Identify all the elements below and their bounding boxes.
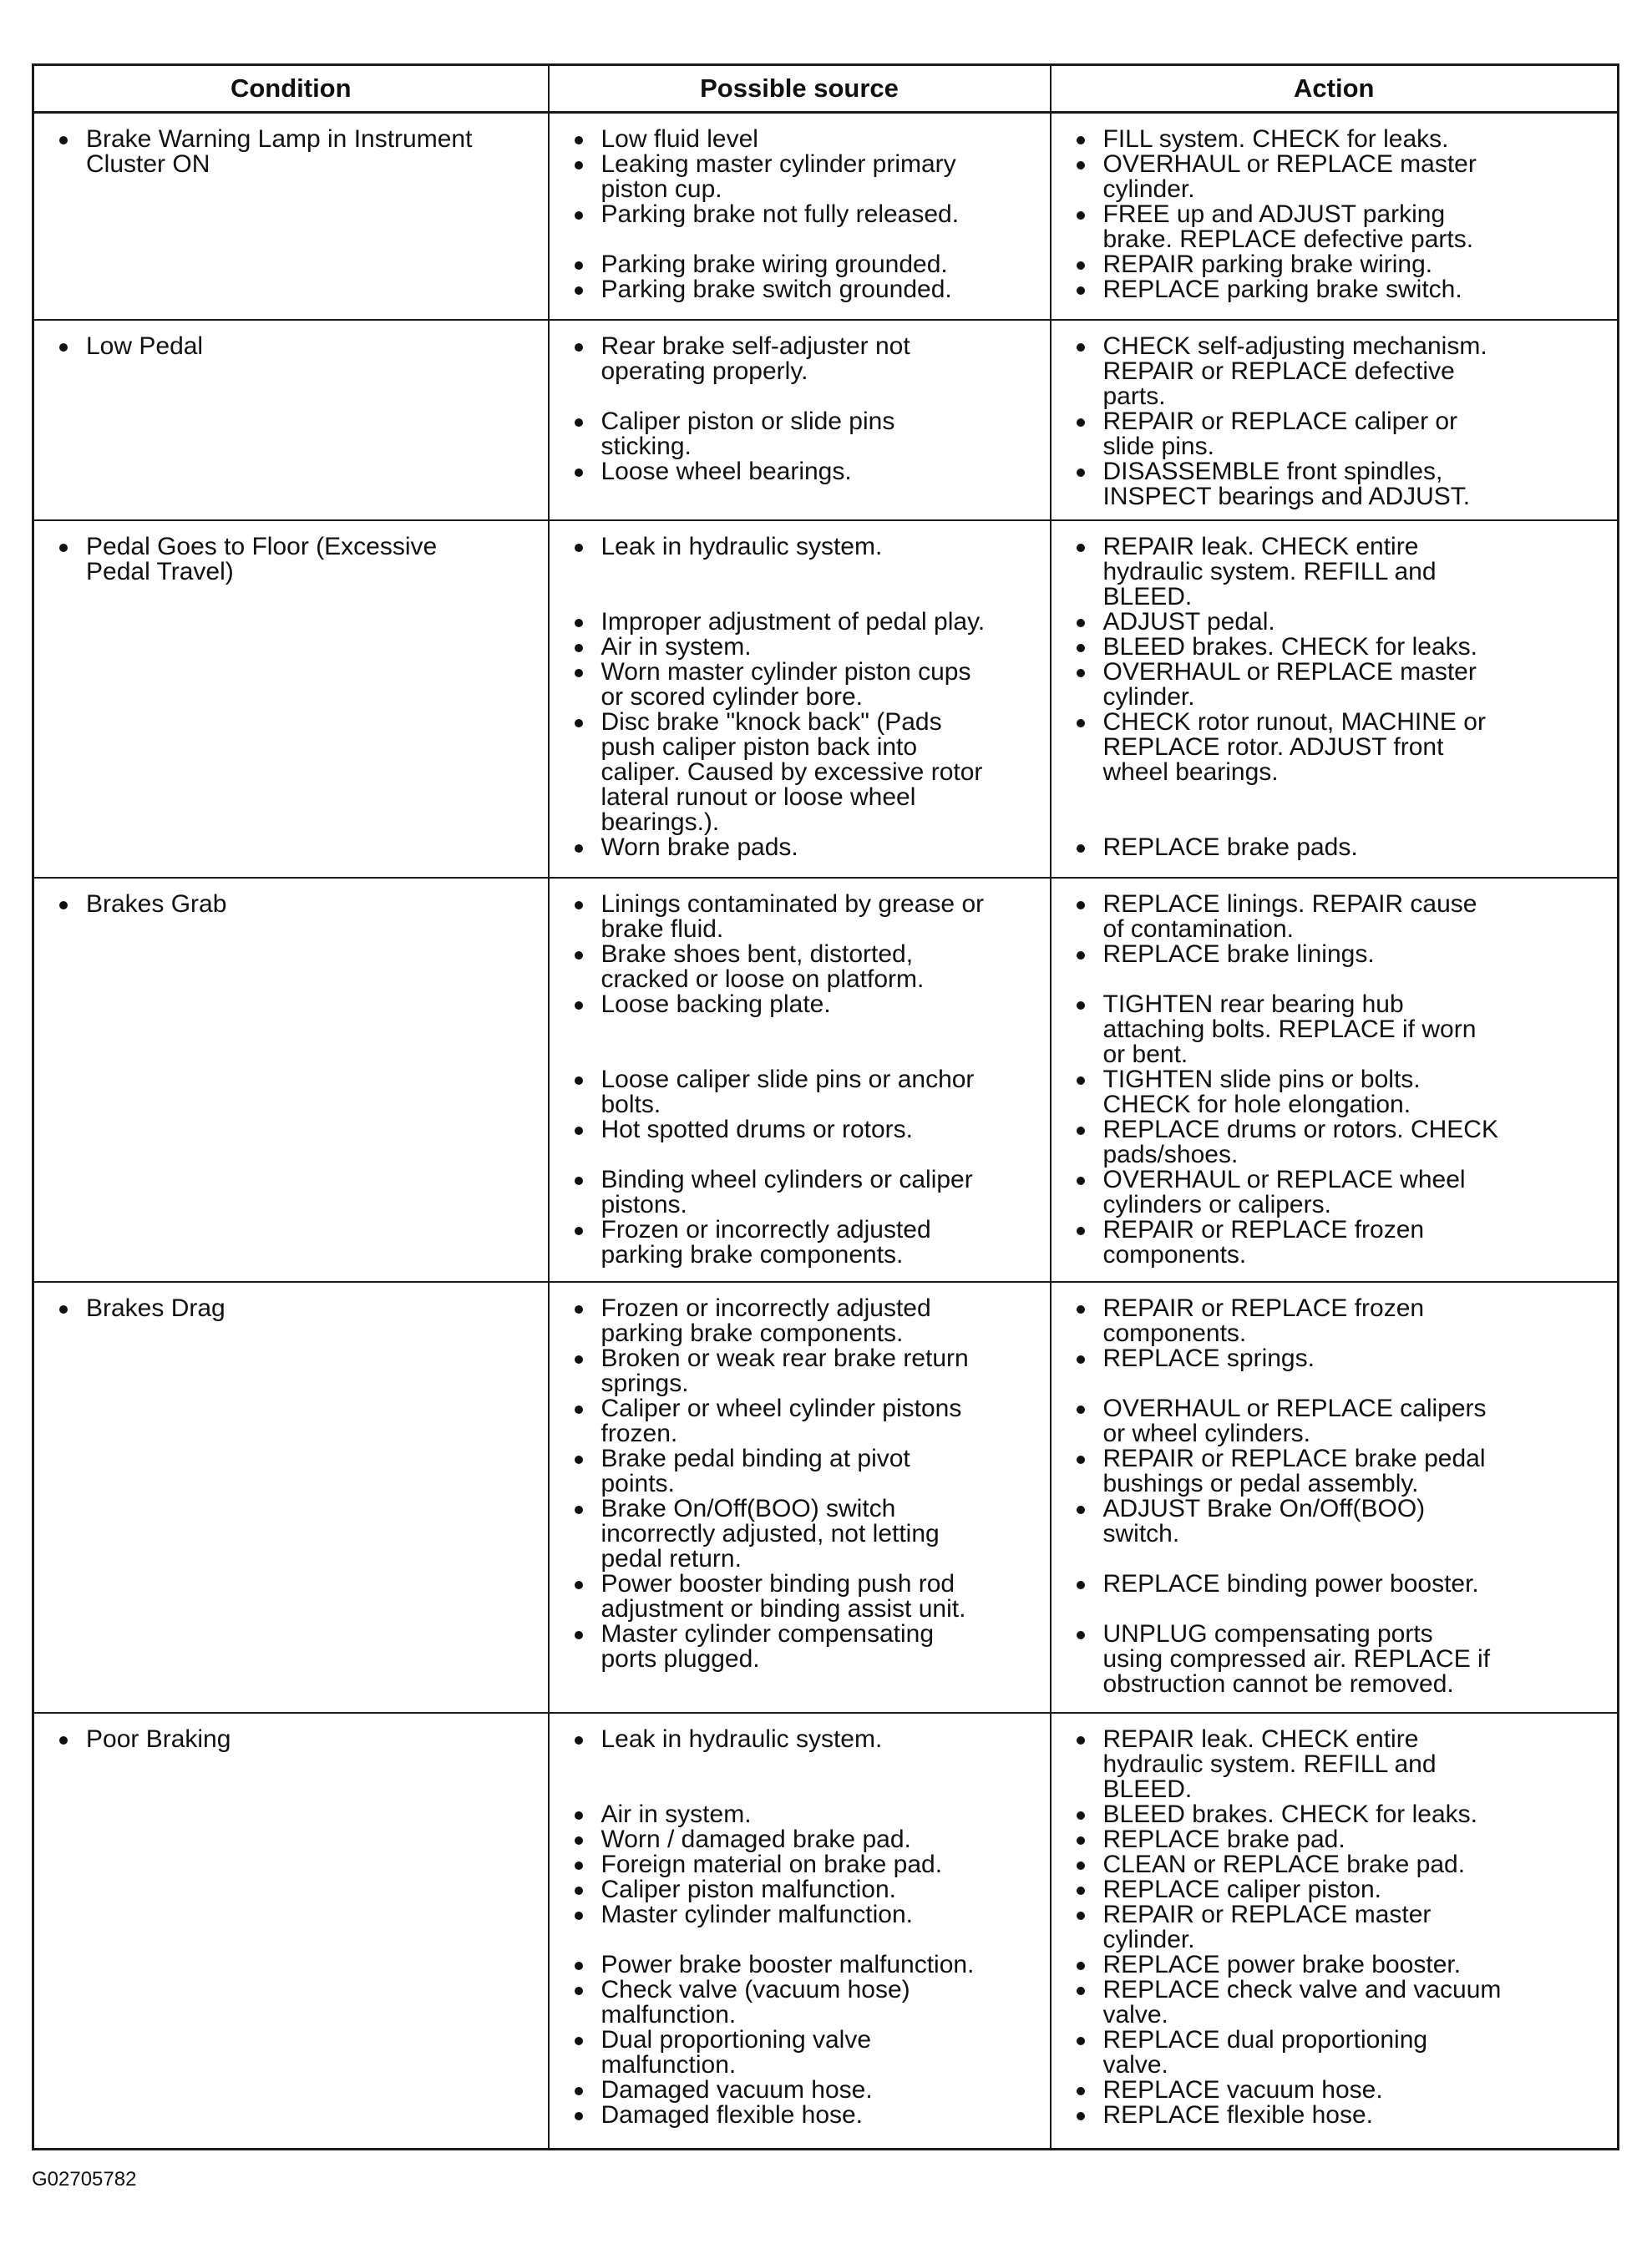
- condition-cell: [33, 113, 549, 320]
- source-item: Binding wheel cylinders or caliper pistons.: [568, 1168, 1041, 1218]
- column-header-possible-source: Possible source: [549, 65, 1051, 113]
- source-item: Leak in hydraulic system.: [568, 534, 1041, 560]
- source-item: Air in system.: [568, 1802, 1041, 1827]
- action-item: REPAIR leak. CHECK entire hydraulic system. REFILL and BLEED.: [1070, 534, 1609, 610]
- source-item: Caliper piston malfunction.: [568, 1877, 1041, 1902]
- condition-cell: [33, 520, 549, 878]
- action-item: REPLACE flexible hose.: [1070, 2103, 1609, 2128]
- action-item: ADJUST Brake On/Off(BOO) switch.: [1070, 1497, 1609, 1547]
- table-row: [33, 1282, 1619, 1713]
- source-item: Parking brake switch grounded.: [568, 277, 1041, 302]
- source-item: Disc brake "knock back" (Pads push caliper piston back into caliper. Caused by excessive rotor lateral runout or loose wheel bearings.).: [568, 710, 1041, 835]
- action-item: FREE up and ADJUST parking brake. REPLACE defective parts.: [1070, 202, 1609, 252]
- action-item: BLEED brakes. CHECK for leaks.: [1070, 1802, 1609, 1827]
- possible-source-cell: [549, 1282, 1051, 1713]
- source-item: Loose wheel bearings.: [568, 459, 1041, 484]
- table-row: [33, 320, 1619, 520]
- action-item: REPLACE caliper piston.: [1070, 1877, 1609, 1902]
- action-item: TIGHTEN rear bearing hub attaching bolts. REPLACE if worn or bent.: [1070, 992, 1609, 1067]
- source-item: Dual proportioning valve malfunction.: [568, 2028, 1041, 2078]
- condition-text: Pedal Goes to Floor (Excessive Pedal Travel): [53, 534, 540, 585]
- action-item: OVERHAUL or REPLACE wheel cylinders or calipers.: [1070, 1168, 1609, 1218]
- source-item: Parking brake wiring grounded.: [568, 252, 1041, 277]
- source-item: Master cylinder malfunction.: [568, 1902, 1041, 1927]
- source-item: Air in system.: [568, 635, 1041, 660]
- source-item: Brake pedal binding at pivot points.: [568, 1446, 1041, 1497]
- action-item: REPLACE dual proportioning valve.: [1070, 2028, 1609, 2078]
- source-item: Worn master cylinder piston cups or scored cylinder bore.: [568, 660, 1041, 710]
- action-item: OVERHAUL or REPLACE master cylinder.: [1070, 152, 1609, 202]
- action-cell: [1051, 878, 1619, 1282]
- source-item: Linings contaminated by grease or brake fluid.: [568, 892, 1041, 942]
- column-header-action: Action: [1051, 65, 1619, 113]
- action-item: REPLACE power brake booster.: [1070, 1953, 1609, 1978]
- possible-source-cell: [549, 520, 1051, 878]
- source-item: Leak in hydraulic system.: [568, 1727, 1041, 1752]
- action-item: REPLACE brake pad.: [1070, 1827, 1609, 1852]
- source-item: Master cylinder compensating ports plugged.: [568, 1622, 1041, 1672]
- action-item: REPLACE parking brake switch.: [1070, 277, 1609, 302]
- table-row: [33, 113, 1619, 320]
- action-item: REPLACE springs.: [1070, 1346, 1609, 1371]
- action-item: REPAIR or REPLACE caliper or slide pins.: [1070, 409, 1609, 459]
- condition-cell: [33, 1713, 549, 2150]
- condition-cell: [33, 1282, 549, 1713]
- source-item: Check valve (vacuum hose) malfunction.: [568, 1978, 1041, 2028]
- action-item: REPLACE binding power booster.: [1070, 1572, 1609, 1597]
- source-item: Damaged vacuum hose.: [568, 2078, 1041, 2103]
- source-item: Low fluid level: [568, 127, 1041, 152]
- source-item: Caliper piston or slide pins sticking.: [568, 409, 1041, 459]
- source-item: Brake shoes bent, distorted, cracked or loose on platform.: [568, 942, 1041, 992]
- action-item: CHECK self-adjusting mechanism. REPAIR or REPLACE defective parts.: [1070, 334, 1609, 409]
- action-item: UNPLUG compensating ports using compressed air. REPLACE if obstruction cannot be removed.: [1070, 1622, 1609, 1697]
- possible-source-cell: [549, 113, 1051, 320]
- condition-text: Brakes Grab: [53, 892, 540, 917]
- condition-text: Brake Warning Lamp in Instrument Cluster ON: [53, 127, 540, 177]
- source-item: Brake On/Off(BOO) switch incorrectly adjusted, not letting pedal return.: [568, 1497, 1041, 1572]
- condition-cell: [33, 320, 549, 520]
- action-cell: [1051, 1282, 1619, 1713]
- action-item: REPAIR or REPLACE frozen components.: [1070, 1218, 1609, 1268]
- action-item: REPLACE drums or rotors. CHECK pads/shoes.: [1070, 1117, 1609, 1168]
- source-item: Loose backing plate.: [568, 992, 1041, 1017]
- action-item: ADJUST pedal.: [1070, 610, 1609, 635]
- source-item: Parking brake not fully released.: [568, 202, 1041, 227]
- action-item: REPAIR or REPLACE brake pedal bushings or pedal assembly.: [1070, 1446, 1609, 1497]
- source-item: Worn / damaged brake pad.: [568, 1827, 1041, 1852]
- condition-cell: [33, 878, 549, 1282]
- table-row: [33, 878, 1619, 1282]
- action-item: REPAIR parking brake wiring.: [1070, 252, 1609, 277]
- source-item: Foreign material on brake pad.: [568, 1852, 1041, 1877]
- action-item: OVERHAUL or REPLACE master cylinder.: [1070, 660, 1609, 710]
- condition-text: Brakes Drag: [53, 1296, 540, 1321]
- possible-source-cell: [549, 878, 1051, 1282]
- source-item: Power brake booster malfunction.: [568, 1953, 1041, 1978]
- action-item: CHECK rotor runout, MACHINE or REPLACE rotor. ADJUST front wheel bearings.: [1070, 710, 1609, 785]
- source-item: Damaged flexible hose.: [568, 2103, 1041, 2128]
- condition-text: Low Pedal: [53, 334, 540, 359]
- action-cell: [1051, 1713, 1619, 2150]
- table-row: [33, 1713, 1619, 2150]
- condition-text: Poor Braking: [53, 1727, 540, 1752]
- action-item: REPLACE brake pads.: [1070, 835, 1609, 860]
- diagnosis-table: [32, 63, 1619, 2150]
- table-row: [33, 520, 1619, 878]
- action-item: DISASSEMBLE front spindles, INSPECT bearings and ADJUST.: [1070, 459, 1609, 509]
- figure-code: G02705782: [32, 2168, 137, 2191]
- action-item: REPLACE vacuum hose.: [1070, 2078, 1609, 2103]
- source-item: Frozen or incorrectly adjusted parking brake components.: [568, 1218, 1041, 1268]
- source-item: Rear brake self-adjuster not operating properly.: [568, 334, 1041, 384]
- action-cell: [1051, 520, 1619, 878]
- possible-source-cell: [549, 320, 1051, 520]
- action-cell: [1051, 320, 1619, 520]
- source-item: Frozen or incorrectly adjusted parking brake components.: [568, 1296, 1041, 1346]
- column-header-condition: Condition: [33, 65, 549, 113]
- action-item: REPAIR leak. CHECK entire hydraulic system. REFILL and BLEED.: [1070, 1727, 1609, 1802]
- source-item: Worn brake pads.: [568, 835, 1041, 860]
- possible-source-cell: [549, 1713, 1051, 2150]
- header-row: [33, 65, 1619, 113]
- action-item: TIGHTEN slide pins or bolts. CHECK for hole elongation.: [1070, 1067, 1609, 1117]
- action-item: FILL system. CHECK for leaks.: [1070, 127, 1609, 152]
- source-item: Power booster binding push rod adjustment or binding assist unit.: [568, 1572, 1041, 1622]
- action-item: REPLACE check valve and vacuum valve.: [1070, 1978, 1609, 2028]
- action-item: CLEAN or REPLACE brake pad.: [1070, 1852, 1609, 1877]
- action-item: REPAIR or REPLACE frozen components.: [1070, 1296, 1609, 1346]
- source-item: Caliper or wheel cylinder pistons frozen.: [568, 1396, 1041, 1446]
- action-item: BLEED brakes. CHECK for leaks.: [1070, 635, 1609, 660]
- action-item: REPLACE linings. REPAIR cause of contamination.: [1070, 892, 1609, 942]
- action-item: REPLACE brake linings.: [1070, 942, 1609, 967]
- source-item: Improper adjustment of pedal play.: [568, 610, 1041, 635]
- action-item: OVERHAUL or REPLACE calipers or wheel cylinders.: [1070, 1396, 1609, 1446]
- source-item: Loose caliper slide pins or anchor bolts.: [568, 1067, 1041, 1117]
- source-item: Leaking master cylinder primary piston cup.: [568, 152, 1041, 202]
- source-item: Broken or weak rear brake return springs.: [568, 1346, 1041, 1396]
- action-cell: [1051, 113, 1619, 320]
- source-item: Hot spotted drums or rotors.: [568, 1117, 1041, 1142]
- action-item: REPAIR or REPLACE master cylinder.: [1070, 1902, 1609, 1953]
